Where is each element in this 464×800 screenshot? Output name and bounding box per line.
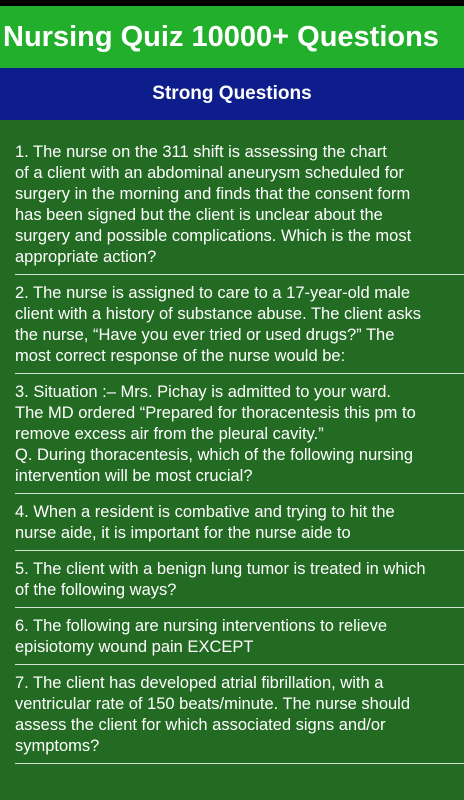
question-text-line: remove excess air from the pleural cavity.” — [15, 425, 324, 443]
question-text-line: assess the client for which associated signs and/or — [15, 716, 386, 734]
question-item-4[interactable] — [15, 502, 464, 551]
section-header — [0, 68, 464, 120]
question-text-line: intervention will be most crucial? — [15, 467, 253, 485]
question-text-line: most correct response of the nurse would be: — [15, 347, 346, 365]
question-text-line: surgery in the morning and finds that the consent form — [15, 185, 411, 203]
question-item-7[interactable] — [15, 673, 464, 764]
question-text-line: the nurse, “Have you ever tried or used drugs?” The — [15, 326, 395, 344]
question-text-line: 3. Situation :– Mrs. Pichay is admitted to your ward. — [15, 383, 391, 401]
question-text-line: symptoms? — [15, 737, 100, 755]
question-text-line: appropriate action? — [15, 248, 157, 266]
question-item-1[interactable] — [15, 142, 464, 275]
question-item-5[interactable] — [15, 559, 464, 608]
question-text-line: 2. The nurse is assigned to care to a 17-year-old male — [15, 284, 410, 302]
question-text-line: of a client with an abdominal aneurysm scheduled for — [15, 164, 404, 182]
question-item-6[interactable] — [15, 616, 464, 665]
question-text-line: 6. The following are nursing interventions to relieve — [15, 617, 388, 635]
question-list — [15, 142, 464, 772]
question-text-line: of the following ways? — [15, 581, 177, 599]
question-text-line: 7. The client has developed atrial fibrillation, with a — [15, 674, 384, 692]
question-text-line: 5. The client with a benign lung tumor is treated in which — [15, 560, 426, 578]
question-text-line: ventricular rate of 150 beats/minute. The nurse should — [15, 695, 411, 713]
question-text-line: episiotomy wound pain EXCEPT — [15, 638, 254, 656]
question-text-line: has been signed but the client is unclear about the — [15, 206, 383, 224]
question-text-line: Q. During thoracentesis, which of the following nursing — [15, 446, 414, 464]
question-text-line: The MD ordered “Prepared for thoracentesis this pm to — [15, 404, 416, 422]
question-text-line: nurse aide, it is important for the nurse aide to — [15, 524, 351, 542]
section-title: Strong Questions — [152, 83, 312, 104]
question-text-line: 1. The nurse on the 311 shift is assessing the chart — [15, 143, 387, 161]
question-item-2[interactable] — [15, 283, 464, 374]
app-bar — [0, 6, 464, 68]
question-text-line: 4. When a resident is combative and trying to hit the — [15, 503, 395, 521]
question-text-line: client with a history of substance abuse. The client asks — [15, 305, 421, 323]
question-item-3[interactable] — [15, 382, 464, 494]
question-text-line: surgery and possible complications. Which is the most — [15, 227, 412, 245]
app-title: Nursing Quiz 10000+ Questions — [3, 20, 439, 53]
